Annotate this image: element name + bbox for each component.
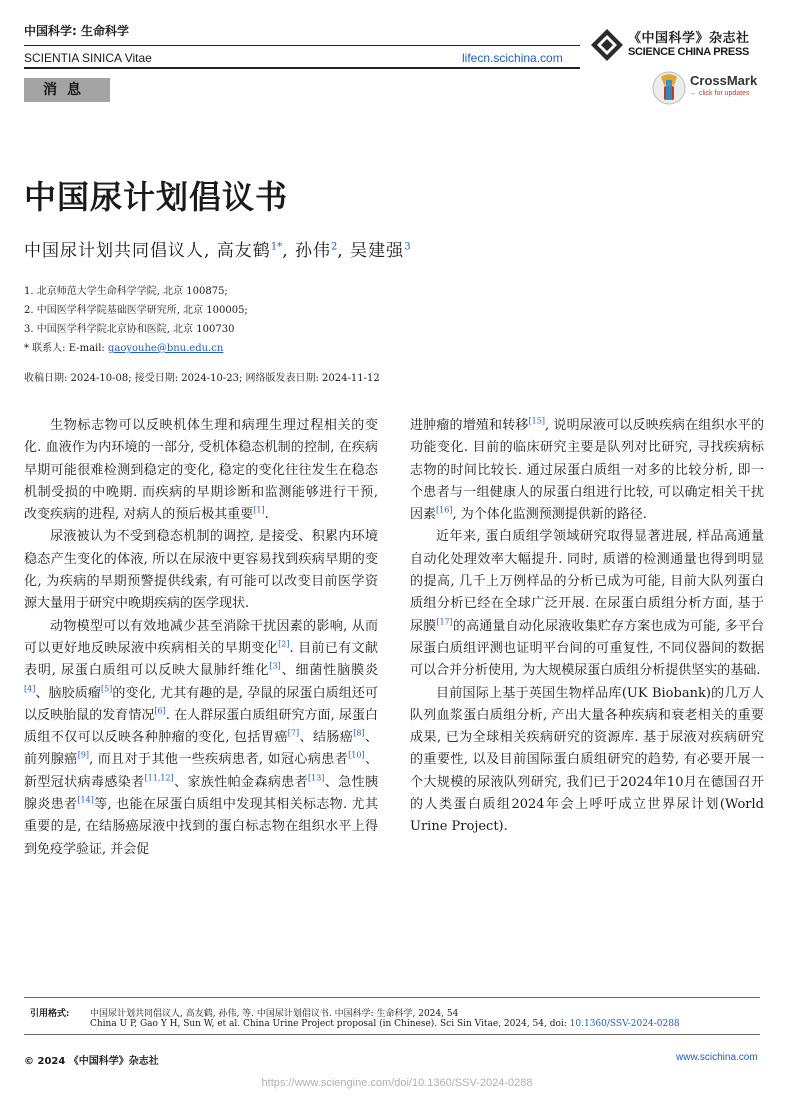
reference-citation[interactable]: [4] xyxy=(24,684,36,694)
paragraph-text: 、新型冠状病毒感染者 xyxy=(24,752,378,790)
body-column-left xyxy=(24,415,378,861)
paragraph-text: 近年来, 蛋白质组学领域研究取得显著进展, 样品高通量自动化处理效率大幅提升. 同时, 质谱的检测通量也得到明显的提高, 几千上万例样品的分析已成为可能, 目前大队列蛋白质组分析已经在全球广泛开展. 在尿蛋白质组分析方面, 基于尿膜 xyxy=(410,529,764,634)
reference-citation[interactable]: [1] xyxy=(253,505,265,515)
footer-url-link[interactable]: www.scichina.com xyxy=(676,1052,758,1063)
body-paragraph xyxy=(24,526,378,615)
journal-url-link[interactable]: lifecn.scichina.com xyxy=(462,51,563,65)
citation-line-en xyxy=(90,1019,680,1029)
paragraph-text: 动物模型可以有效地减少甚至消除干扰因素的影响, 从而可以更好地反映尿液中疾病相关的早期变化 xyxy=(24,618,378,656)
contact-label: * 联系人: E-mail: xyxy=(24,343,108,354)
header-rule xyxy=(24,45,580,46)
paragraph-text: 的高通量自动化尿液收集贮存方案也成为可能, 多平台尿蛋白质组评测也证明平台间的可重复性, 不同仪器间的数据可以合并分析使用, 为大规模尿蛋白质组分析提供坚实的基础. xyxy=(410,618,764,679)
copyright-notice: © 2024 《中国科学》杂志社 xyxy=(24,1056,159,1067)
header-rule-bottom xyxy=(24,67,580,69)
paragraph-text: , 说明尿液可以反映疾病在组织水平的功能变化. 目前的临床研究主要是队列对比研究, 寻找疾病标志物的时间比较长. 通过尿蛋白质组一对多的比较分析, 即一个患者与一组健康人的尿蛋白组进行比较, 可以确定相关干扰因素 xyxy=(410,418,764,523)
author-affiliation-mark: 1* xyxy=(270,241,283,253)
crossmark-label[interactable]: CrossMark xyxy=(690,73,758,88)
reference-citation[interactable]: [13] xyxy=(308,773,325,783)
reference-citation[interactable]: [10] xyxy=(348,751,365,761)
paragraph-text: 尿液被认为不受到稳态机制的调控, 是接受、积累内环境稳态产生变化的体液, 所以在尿液中更容易找到疾病早期的变化, 为疾病的早期预警提供线索, 有可能可以改变目前医学资源大量用于研究中晚期疾病的医学现状. xyxy=(24,529,378,612)
category-badge: 消息 xyxy=(24,78,110,102)
paragraph-text: 进肿瘤的增殖和转移 xyxy=(410,418,529,433)
author-affiliation-mark: 3 xyxy=(404,241,411,253)
reference-citation[interactable]: [16] xyxy=(436,505,453,515)
author-name: 中国尿计划共同倡议人, xyxy=(24,241,211,261)
publisher-name-en: SCIENCE CHINA PRESS xyxy=(628,46,750,58)
reference-citation[interactable]: [2] xyxy=(278,639,290,649)
journal-title-cn: 中国科学: 生命科学 xyxy=(24,24,129,38)
body-paragraph xyxy=(24,415,378,526)
publisher-logo-icon xyxy=(590,28,624,62)
paragraph-text: 等, 也能在尿蛋白质组中发现其相关标志物. 尤其重要的是, 在结肠癌尿液中找到的蛋白标志物在组织水平上得到免疫学验证, 并会促 xyxy=(24,797,378,857)
citation-doi-link[interactable]: 10.1360/SSV-2024-0288 xyxy=(569,1019,680,1029)
paragraph-text: 、前列腺癌 xyxy=(24,730,378,768)
contact-line xyxy=(24,339,223,354)
body-paragraph xyxy=(410,526,764,682)
journal-title-en: SCIENTIA SINICA Vitae xyxy=(24,51,152,65)
body-paragraph xyxy=(410,415,764,526)
citation-line-cn: 中国尿计划共同倡议人, 高友鹤, 孙伟, 等. 中国尿计划倡议书. 中国科学: 生命科学, 2024, 54 xyxy=(90,1009,459,1019)
reference-citation[interactable]: [17] xyxy=(436,617,453,627)
body-paragraph xyxy=(410,683,764,839)
paragraph-text: 生物标志物可以反映机体生理和病理生理过程相关的变化. 血液作为内环境的一部分, 受机体稳态机制的控制, 在疾病早期可能很难检测到稳定的变化, 稳定的变化往往发生在稳态机制受损的中晚期. 而疾病的早期诊断和监测能够进行干预, 改变疾病的进程, 对病人的预后极其重要 xyxy=(24,418,378,523)
reference-citation[interactable]: [14] xyxy=(77,795,94,805)
paragraph-text: . 目前已有文献表明, 尿蛋白质组可以反映大鼠肺纤维化 xyxy=(24,640,378,679)
crossmark-icon[interactable] xyxy=(652,71,686,105)
article-dates: 收稿日期: 2024-10-08; 接受日期: 2024-10-23; 网络版发表日期: 2024-11-12 xyxy=(24,373,380,384)
body-paragraph xyxy=(24,616,378,861)
author-name: 高友鹤 xyxy=(210,241,271,261)
article-title: 中国尿计划倡议书 xyxy=(24,178,289,216)
crossmark-subtitle[interactable]: ← click for updates xyxy=(690,90,750,97)
affiliation-1: 1. 北京师范大学生命科学学院, 北京 100875; xyxy=(24,286,228,297)
paragraph-text: , 而且对于其他一些疾病患者, 如冠心病患者 xyxy=(89,752,349,768)
reference-citation[interactable]: [6] xyxy=(154,706,166,716)
reference-citation[interactable]: [7] xyxy=(287,728,300,738)
reference-citation[interactable]: [3] xyxy=(269,661,281,671)
author-affiliation-mark: 2 xyxy=(331,241,338,253)
affiliation-3: 3. 中国医学科学院北京协和医院, 北京 100730 xyxy=(24,324,235,335)
publisher-name-cn: 《中国科学》杂志社 xyxy=(628,31,750,46)
paragraph-text: 、急性胰腺炎患者 xyxy=(24,774,378,813)
paragraph-text: . 在人群尿蛋白质组研究方面, 尿蛋白质组不仅可以反映各种肿瘤的变化, 包括胃癌 xyxy=(24,707,378,746)
citation-text-en: China U P, Gao Y H, Sun W, et al. China Urine Project proposal (in Chinese). Sci Sin Vitae, 2024, 54, doi: xyxy=(90,1019,570,1029)
paragraph-text: , 为个体化监测预测提供新的路径. xyxy=(452,507,647,523)
paragraph-text: . xyxy=(264,507,269,523)
reference-citation[interactable]: [9] xyxy=(77,751,90,761)
paragraph-text: 的变化, 尤其有趣的是, 孕鼠的尿蛋白质组还可以反映胎鼠的发育情况 xyxy=(24,685,378,723)
paragraph-text: 、家族性帕金森病患者 xyxy=(173,774,308,790)
paragraph-text: 、细菌性脑膜炎 xyxy=(280,663,378,679)
affiliation-2: 2. 中国医学科学院基础医学研究所, 北京 100005; xyxy=(24,305,248,316)
author-list xyxy=(24,236,411,261)
reference-citation[interactable]: [5] xyxy=(100,684,113,694)
author-name: , 吴建强 xyxy=(337,241,405,261)
citation-label: 引用格式: xyxy=(30,1009,70,1019)
contact-email-link[interactable]: gaoyouhe@bnu.edu.cn xyxy=(107,343,224,354)
reference-citation[interactable]: [15] xyxy=(528,416,545,426)
body-column-right xyxy=(410,415,764,839)
reference-citation[interactable]: [8] xyxy=(353,728,365,738)
watermark-url: https://www.sciengine.com/doi/10.1360/SSV-2024-0288 xyxy=(261,1077,533,1089)
paragraph-text: 、结肠癌 xyxy=(299,730,354,746)
paragraph-text: 、脑胶质瘤 xyxy=(35,685,101,701)
author-name: , 孙伟 xyxy=(282,241,331,261)
paragraph-text: 目前国际上基于英国生物样品库(UK Biobank)的几万人队列血浆蛋白质组分析, 产出大量各种疾病和衰老相关的重要成果, 已为全球相关疾病研究的资源库. 基于尿液对疾病研究的重要性, 以及目前国际蛋白质组研究的趋势, 有必要开展一个大规模的尿液队列研究, 我们已于2024年10月在德国召开的人类蛋白质组2024年会上呼吁成立世界尿计划(World Urine Project). xyxy=(410,685,764,835)
reference-citation[interactable]: [11,12] xyxy=(144,773,174,783)
